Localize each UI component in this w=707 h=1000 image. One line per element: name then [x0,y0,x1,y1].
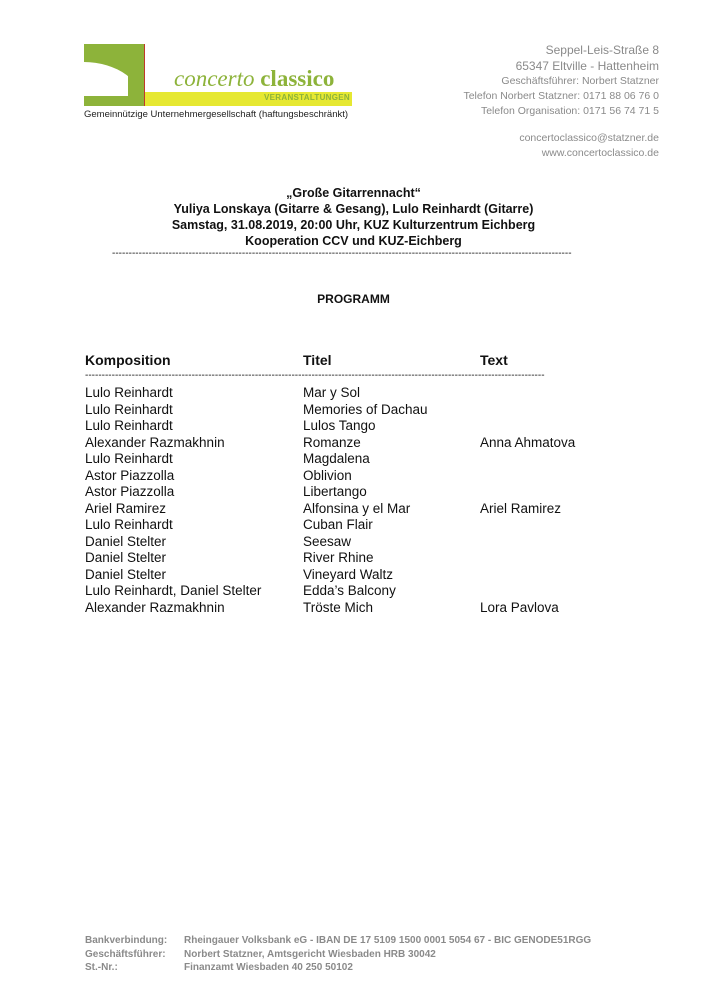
address-website[interactable]: www.concertoclassico.de [541,147,659,159]
cell-komposition: Lulo Reinhardt [85,385,173,400]
table-row [85,501,655,518]
logo-word-classico: classico [260,66,335,91]
cell-komposition: Ariel Ramirez [85,500,167,516]
address-phone-organisation: Telefon Organisation: 0171 56 74 71 5 [480,105,659,117]
event-title: „Große Gitarrennacht“ [286,186,421,200]
logo-word-concerto: concerto [174,66,255,91]
footer-label: St.-Nr.: [85,962,118,973]
table-row [85,402,655,419]
address-email[interactable]: concertoclassico@statzner.de [519,132,659,144]
table-row [85,451,655,468]
cell-titel: Cuban Flair [303,517,373,532]
cell-komposition: Lulo Reinhardt, Daniel Stelter [85,583,262,598]
logo-wordmark [174,66,334,92]
header-komposition: Komposition [85,352,171,368]
cell-komposition: Lulo Reinhardt [85,451,173,466]
header-titel: Titel [303,352,332,368]
table-row [85,567,655,584]
cell-komposition: Astor Piazzolla [85,467,175,483]
cell-komposition: Daniel Stelter [85,566,167,582]
cell-titel: Vineyard Waltz [303,566,394,582]
program-heading: PROGRAMM [317,292,390,306]
cell-titel: River Rhine [303,550,374,565]
table-row [85,484,655,501]
address-city: 65347 Eltville - Hattenheim [515,59,659,73]
table-row [85,534,655,551]
cell-titel: Tröste Mich [303,599,374,615]
cell-komposition: Astor Piazzolla [85,484,175,499]
cell-text: Ariel Ramirez [480,500,562,516]
cell-komposition: Lulo Reinhardt [85,517,173,532]
footer-value: Finanzamt Wiesbaden 40 250 50102 [184,962,353,973]
address-phone-statzner: Telefon Norbert Statzner: 0171 88 06 76 0 [463,90,659,102]
cell-komposition: Lulo Reinhardt [85,401,173,417]
cell-titel: Mar y Sol [303,385,361,400]
cell-titel: Oblivion [303,467,352,483]
address-block [463,42,659,161]
table-row [85,468,655,485]
logo-subtitle: VERANSTALTUNGEN [264,93,350,102]
cell-titel: Lulos Tango [303,418,376,433]
cell-titel: Romanze [303,434,361,450]
cell-titel: Memories of Dachau [303,401,428,417]
cell-titel: Seesaw [303,533,352,549]
table-row [85,550,655,567]
separator-line: ------------------------------------------------------------------------------------------------------------------------------------------ [112,249,572,259]
cell-text: Anna Ahmatova [480,434,576,450]
logo-pillar [128,44,144,106]
cell-komposition: Daniel Stelter [85,533,167,549]
table-row [85,435,655,452]
event-header [0,185,707,249]
program-table-body [85,385,655,616]
cell-titel: Edda’s Balcony [303,583,396,598]
table-row [85,600,655,617]
cell-komposition: Alexander Razmakhnin [85,434,225,450]
footer-label: Geschäftsführer: [85,948,166,960]
cell-titel: Libertango [303,484,367,499]
cell-komposition: Alexander Razmakhnin [85,599,225,615]
cell-komposition: Lulo Reinhardt [85,418,173,433]
company-logo [84,44,354,108]
address-manager: Geschäftsführer: Norbert Statzner [501,75,659,87]
footer-value: Rheingauer Volksbank eG - IBAN DE 17 5109 1500 0001 5054 67 - BIC GENODE51RGG [184,935,592,946]
cell-komposition: Daniel Stelter [85,550,167,565]
table-separator-line: ------------------------------------------------------------------------------------------------------------------------------------------ [85,371,545,381]
table-row [85,385,655,402]
cell-text: Lora Pavlova [480,599,559,615]
event-performers: Yuliya Lonskaya (Gitarre & Gesang), Lulo Reinhardt (Gitarre) [173,202,534,216]
footer-value: Norbert Statzner, Amtsgericht Wiesbaden HRB 30042 [184,948,436,960]
event-date-venue: Samstag, 31.08.2019, 20:00 Uhr, KUZ Kulturzentrum Eichberg [171,218,536,232]
footer-label: Bankverbindung: [85,935,168,946]
table-row [85,418,655,435]
table-row [85,583,655,600]
cell-titel: Magdalena [303,451,370,466]
company-tagline: Gemeinnützige Unternehmergesellschaft (haftungsbeschränkt) [84,109,349,120]
table-row [85,517,655,534]
address-street: Seppel-Leis-Straße 8 [545,43,659,57]
header-text: Text [480,352,508,368]
event-cooperation: Kooperation CCV und KUZ-Eichberg [245,234,462,248]
cell-titel: Alfonsina y el Mar [303,500,411,516]
